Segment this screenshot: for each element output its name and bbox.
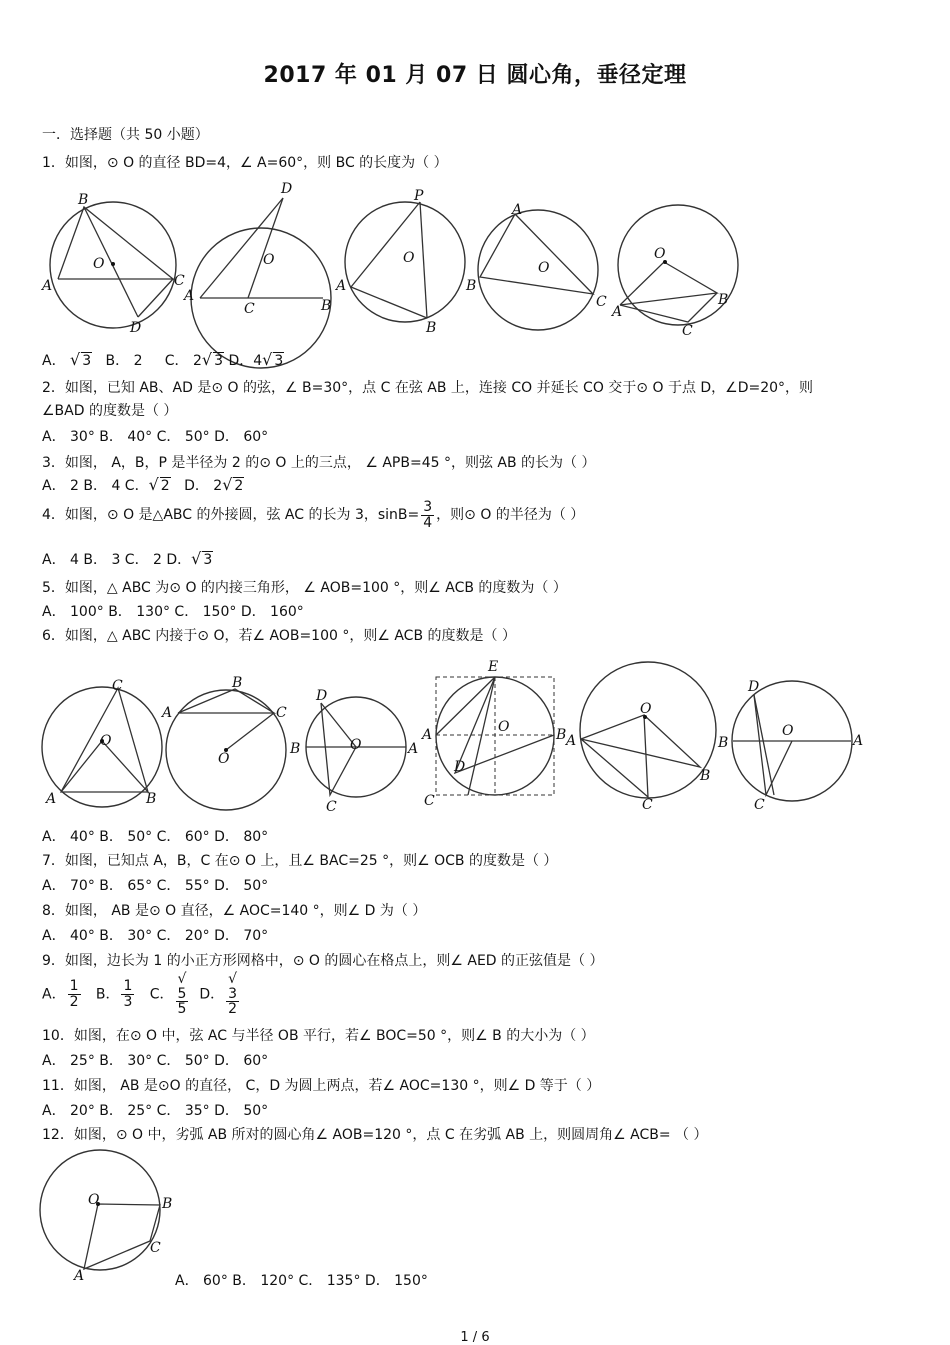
- answers-12: A． 60° B． 120° C． 135° D． 150°: [175, 1273, 428, 1289]
- answers-1: A． √ 3 B． 2 C． 2√ 3 D．4√ 3: [42, 350, 284, 369]
- question-7: 7．如图，已知点 A，B，C 在⊙ O 上，且∠ BAC=25 °，则∠ OCB 的度数是（ ）: [42, 853, 558, 869]
- svg-text:B: B: [466, 278, 477, 294]
- svg-text:B: B: [700, 768, 711, 784]
- svg-text:A: A: [184, 288, 195, 304]
- svg-text:D: D: [130, 320, 142, 336]
- svg-text:B: B: [426, 320, 437, 336]
- svg-text:O: O: [218, 751, 230, 767]
- svg-text:O: O: [93, 256, 105, 272]
- svg-text:O: O: [782, 723, 794, 739]
- svg-text:B: B: [718, 735, 729, 751]
- figure-q9: [420, 659, 566, 809]
- svg-text:C: C: [174, 273, 185, 289]
- svg-text:B: B: [718, 292, 729, 308]
- figures-q6-q11: [38, 655, 868, 815]
- svg-text:P: P: [414, 188, 424, 204]
- svg-text:C: C: [276, 705, 287, 721]
- question-1: 1．如图，⊙ O 的直径 BD=4，∠ A=60°，则 BC 的长度为（ ）: [42, 155, 448, 171]
- svg-text:C: C: [754, 797, 765, 813]
- figures-q1-q5: [38, 180, 738, 340]
- figure-q6: [42, 678, 162, 807]
- answers-2: A． 30° B． 40° C． 50° D． 60°: [42, 429, 269, 445]
- svg-text:A: A: [42, 278, 53, 294]
- figure-q5: [610, 205, 738, 339]
- figure-q7: [160, 675, 287, 810]
- svg-text:B: B: [78, 192, 89, 208]
- svg-text:O: O: [654, 246, 666, 262]
- figure-q12: [38, 1148, 188, 1288]
- figure-q4: [465, 202, 607, 330]
- figure-q8: [289, 688, 418, 815]
- svg-text:B: B: [321, 298, 332, 314]
- answers-9: A． $\frac{1}{2}$ B． $\frac{1}{3}$ C． √ 5 5 D． √ 3 2: [42, 971, 238, 1018]
- svg-text:O: O: [350, 737, 362, 753]
- svg-text:O: O: [88, 1192, 100, 1208]
- svg-text:O: O: [538, 260, 550, 276]
- svg-text:D: D: [281, 181, 293, 197]
- answers-6: A． 40° B． 50° C． 60° D． 80°: [42, 829, 269, 845]
- question-4: 4．如图，⊙ O 是△ABC 的外接圆，弦 AC 的长为 3，sinB= $\frac{3}{4}$ ，则⊙ O 的半径为（ ）: [42, 499, 585, 531]
- svg-text:A: A: [162, 705, 173, 721]
- answers-7: A． 70° B． 65° C． 55° D． 50°: [42, 878, 269, 894]
- svg-text:A: A: [422, 727, 433, 743]
- svg-text:D: D: [748, 679, 760, 695]
- svg-text:A: A: [74, 1268, 85, 1284]
- svg-text:O: O: [640, 701, 652, 717]
- answers-11: A． 20° B． 25° C． 35° D． 50°: [42, 1103, 269, 1119]
- svg-text:D: D: [454, 759, 466, 775]
- question-2: 2．如图，已知 AB、AD 是⊙ O 的弦，∠ B=30°，点 C 在弦 AB 上，连接 CO 并延长 CO 交于⊙ O 于点 D，∠D=20°，则: [42, 380, 814, 396]
- question-8: 8．如图， AB 是⊙ O 直径，∠ AOC=140 °，则∠ D 为（ ）: [42, 903, 427, 919]
- svg-text:A: A: [46, 791, 57, 807]
- question-2-cont: ∠BAD 的度数是（ ）: [42, 403, 178, 419]
- figure-q11: [717, 679, 863, 813]
- figure-q1: [40, 192, 185, 336]
- page-number: 1 / 6: [460, 1330, 490, 1345]
- page-title: 2017 年 01 月 07 日 圆心角，垂径定理: [263, 63, 687, 88]
- svg-text:C: C: [682, 323, 693, 339]
- svg-text:B: B: [146, 791, 157, 807]
- figure-q3: [334, 188, 465, 336]
- figure-q2: [182, 181, 331, 368]
- svg-text:C: C: [112, 678, 123, 694]
- svg-text:A: A: [612, 304, 623, 320]
- svg-text:C: C: [596, 294, 607, 310]
- svg-text:A: A: [566, 733, 577, 749]
- svg-text:O: O: [263, 252, 275, 268]
- question-9: 9．如图，边长为 1 的小正方形网格中，⊙ O 的圆心在格点上，则∠ AED 的正弦值是（ ）: [42, 953, 604, 969]
- question-3: 3．如图， A，B，P 是半径为 2 的⊙ O 上的三点， ∠ APB=45 °，则弦 AB 的长为（ ）: [42, 455, 596, 471]
- svg-text:A: A: [512, 202, 523, 218]
- svg-text:C: C: [244, 301, 255, 317]
- svg-text:B: B: [232, 675, 243, 691]
- svg-text:O: O: [100, 733, 112, 749]
- figure-q10: [564, 662, 716, 813]
- svg-text:C: C: [642, 797, 653, 813]
- svg-text:A: A: [408, 741, 419, 757]
- svg-text:O: O: [498, 719, 510, 735]
- question-11: 11．如图， AB 是⊙O 的直径， C，D 为圆上两点，若∠ AOC=130 °，则∠ D 等于（ ）: [42, 1078, 601, 1094]
- svg-text:C: C: [424, 793, 435, 809]
- svg-text:B: B: [162, 1196, 173, 1212]
- question-12: 12．如图，⊙ O 中，劣弧 AB 所对的圆心角∠ AOB=120 °，点 C 在劣弧 AB 上，则圆周角∠ ACB= （ ）: [42, 1127, 708, 1143]
- question-5: 5．如图，△ ABC 为⊙ O 的内接三角形， ∠ AOB=100 °，则∠ ACB 的度数为（ ）: [42, 580, 567, 596]
- svg-text:E: E: [488, 659, 499, 675]
- svg-text:B: B: [290, 741, 301, 757]
- svg-text:B: B: [556, 727, 567, 743]
- answers-5: A． 100° B． 130° C． 150° D． 160°: [42, 604, 304, 620]
- answers-8: A． 40° B． 30° C． 20° D． 70°: [42, 928, 269, 944]
- svg-text:A: A: [853, 733, 864, 749]
- svg-text:D: D: [316, 688, 328, 704]
- section-heading: 一．选择题（共 50 小题）: [42, 127, 209, 143]
- question-6: 6．如图，△ ABC 内接于⊙ O，若∠ AOB=100 °，则∠ ACB 的度数是（ ）: [42, 628, 516, 644]
- answers-3: A． 2 B． 4 C．√ 2 D． 2√ 2: [42, 475, 244, 494]
- question-10: 10．如图，在⊙ O 中，弦 AC 与半径 OB 平行，若∠ BOC=50 °，则∠ B 的大小为（ ）: [42, 1028, 595, 1044]
- answers-10: A． 25° B． 30° C． 50° D． 60°: [42, 1053, 269, 1069]
- svg-text:C: C: [326, 799, 337, 815]
- svg-text:C: C: [150, 1240, 161, 1256]
- svg-text:O: O: [403, 250, 415, 266]
- answers-4: A． 4 B． 3 C． 2 D．√ 3: [42, 549, 213, 568]
- svg-text:A: A: [336, 278, 347, 294]
